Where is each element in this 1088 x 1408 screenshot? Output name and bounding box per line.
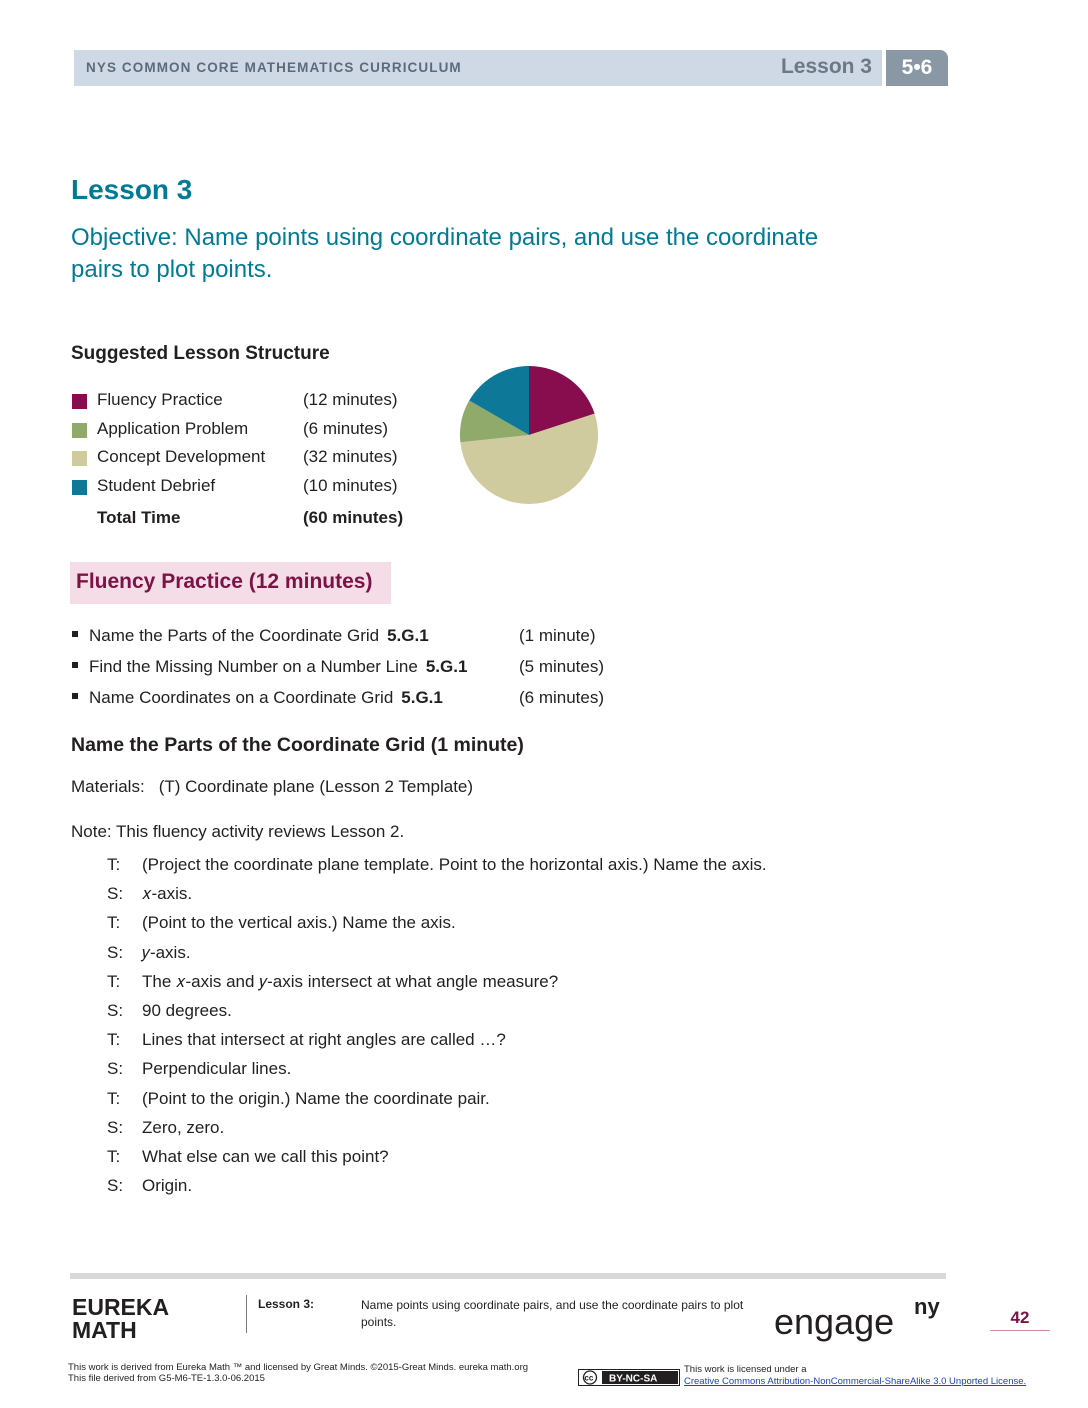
dialogue: [107, 855, 907, 1205]
structure-list: [72, 388, 432, 534]
licensed-under-text: This work is licensed under a: [684, 1364, 807, 1375]
speaker: S:: [107, 1000, 124, 1020]
engage-superscript: ny: [914, 1296, 940, 1319]
dialogue-text: 𝑥-axis.: [142, 884, 193, 904]
lesson-title: Lesson 3: [71, 174, 193, 205]
structure-heading: Suggested Lesson Structure: [71, 343, 330, 364]
structure-item-duration: (12 minutes): [303, 390, 398, 409]
dialogue-line: [107, 884, 907, 913]
dialogue-line: [107, 1059, 907, 1088]
footer-divider: [246, 1295, 247, 1333]
lesson-objective: [71, 222, 931, 286]
structure-item: [72, 474, 432, 503]
objective-line-1: Objective: Name points using coordinate pairs, and use the coordinate: [71, 224, 819, 251]
square-bullet-icon: [72, 693, 78, 699]
license-notice: [68, 1362, 528, 1384]
dialogue-line: [107, 1118, 907, 1147]
svg-text:cc: cc: [584, 1373, 594, 1383]
dialogue-text: Zero, zero.: [142, 1117, 225, 1137]
structure-item: [72, 417, 432, 446]
list-item: [72, 686, 692, 717]
structure-item-duration: (32 minutes): [303, 447, 398, 466]
footer-rule: [70, 1273, 946, 1279]
fluency-item-duration: (6 minutes): [519, 688, 605, 707]
speaker: S:: [107, 942, 124, 962]
fluency-list: [72, 624, 692, 717]
engage-wordmark: engage: [774, 1301, 895, 1342]
legend-swatch: [72, 423, 87, 438]
structure-item: [72, 388, 432, 417]
total-time-label: Total Time: [97, 508, 181, 527]
fluency-heading: Fluency Practice (12 minutes): [76, 570, 373, 593]
speaker: T:: [107, 971, 121, 991]
dialogue-line: [107, 1030, 907, 1059]
dialogue-line: [107, 913, 907, 942]
dialogue-line: [107, 855, 907, 884]
activity-note: Note: This fluency activity reviews Lesson 2.: [71, 822, 405, 841]
structure-item-label: Concept Development: [97, 447, 266, 466]
dialogue-line: [107, 1147, 907, 1176]
speaker: T:: [107, 1146, 121, 1166]
square-bullet-icon: [72, 662, 78, 668]
standard-code: 5.G.1: [387, 626, 429, 645]
footer-lesson-description: Name points using coordinate pairs, and use the coordinate pairs to plot points.: [361, 1298, 744, 1329]
license-line-1: This work is derived from Eureka Math ™ and licensed by Great Minds. ©2015-Great Minds. eureka math.org: [68, 1362, 529, 1373]
dialogue-text: Lines that intersect at right angles are called …?: [142, 1030, 506, 1050]
fluency-item-text: Name Coordinates on a Coordinate Grid: [89, 688, 394, 707]
speaker: S:: [107, 1117, 124, 1137]
fluency-item-duration: (1 minute): [519, 626, 596, 645]
page-number: 42: [1010, 1308, 1030, 1327]
materials-line: [71, 777, 473, 797]
objective-line-2: pairs to plot points.: [71, 256, 273, 283]
dialogue-text: The 𝑥-axis and 𝑦-axis intersect at what angle measure?: [142, 971, 559, 991]
structure-item: [72, 445, 432, 474]
cc-badge-label: BY-NC-SA: [609, 1373, 658, 1385]
cc-license-badge: [578, 1369, 680, 1386]
license-link[interactable]: Creative Commons Attribution-NonCommercial-ShareAlike 3.0 Unported License.: [684, 1376, 1027, 1387]
page-number-rule: [990, 1330, 1050, 1331]
speaker: T:: [107, 1030, 121, 1050]
curriculum-title: NYS COMMON CORE MATHEMATICS CURRICULUM: [86, 60, 462, 75]
dialogue-line: [107, 1089, 907, 1118]
speaker: T:: [107, 913, 121, 933]
engageny-logo: [772, 1296, 952, 1342]
dialogue-text: (Point to the vertical axis.) Name the axis.: [142, 913, 456, 933]
total-time-duration: (60 minutes): [303, 508, 404, 527]
license-line-2: This file derived from G5-M6-TE-1.3.0-06.2015: [68, 1373, 265, 1384]
logo-line-2: MATH: [72, 1317, 137, 1342]
dialogue-text: What else can we call this point?: [142, 1146, 389, 1166]
fluency-item-text: Name the Parts of the Coordinate Grid: [89, 626, 380, 645]
dialogue-line: [107, 972, 907, 1001]
legend-swatch: [72, 480, 87, 495]
standard-code: 5.G.1: [401, 688, 443, 707]
fluency-item-duration: (5 minutes): [519, 657, 605, 676]
fluency-item-name: [89, 657, 467, 677]
speaker: S:: [107, 1176, 124, 1196]
structure-item-duration: (6 minutes): [303, 418, 389, 438]
fluency-item-name: [89, 626, 429, 646]
dialogue-line: [107, 1176, 907, 1205]
structure-item-duration: (10 minutes): [303, 475, 398, 495]
materials-label: Materials:: [71, 777, 145, 796]
logo-line-1: EUREKA: [72, 1294, 170, 1320]
square-bullet-icon: [72, 631, 78, 637]
structure-item-label: Application Problem: [97, 418, 249, 438]
speaker: T:: [107, 1088, 121, 1108]
dialogue-text: (Project the coordinate plane template. Point to the horizontal axis.) Name the axis.: [142, 855, 767, 874]
dialogue-text: 𝑦-axis.: [142, 942, 191, 962]
structure-item-label: Fluency Practice: [97, 390, 223, 409]
dialogue-text: Origin.: [142, 1176, 193, 1196]
list-item: [72, 624, 692, 655]
fluency-item-name: [89, 688, 443, 708]
legend-swatch: [72, 394, 87, 409]
dialogue-text: 90 degrees.: [142, 1000, 232, 1020]
dialogue-line: [107, 943, 907, 972]
materials-value: (T) Coordinate plane (Lesson 2 Template): [158, 777, 474, 796]
dialogue-line: [107, 1001, 907, 1030]
speaker: S:: [107, 1059, 124, 1079]
dialogue-text: Perpendicular lines.: [142, 1059, 292, 1079]
footer-lesson-label: Lesson 3:: [258, 1297, 315, 1311]
license-statement: [684, 1364, 1026, 1388]
eureka-math-logo: [72, 1294, 182, 1342]
standard-code: 5.G.1: [425, 657, 468, 676]
list-item: [72, 655, 692, 686]
activity-heading: Name the Parts of the Coordinate Grid (1 minute): [71, 734, 524, 756]
speaker: T:: [107, 855, 121, 874]
header-lesson-label: Lesson 3: [780, 55, 872, 78]
speaker: S:: [107, 884, 124, 904]
dialogue-text: (Point to the origin.) Name the coordinate pair.: [142, 1088, 490, 1108]
grade-module-badge: 5•6: [886, 50, 948, 86]
legend-swatch: [72, 451, 87, 466]
total-time-row: [72, 506, 432, 534]
fluency-item-text: Find the Missing Number on a Number Line: [89, 657, 418, 676]
lesson-structure-pie-chart: [458, 364, 600, 506]
structure-item-label: Student Debrief: [97, 475, 216, 495]
